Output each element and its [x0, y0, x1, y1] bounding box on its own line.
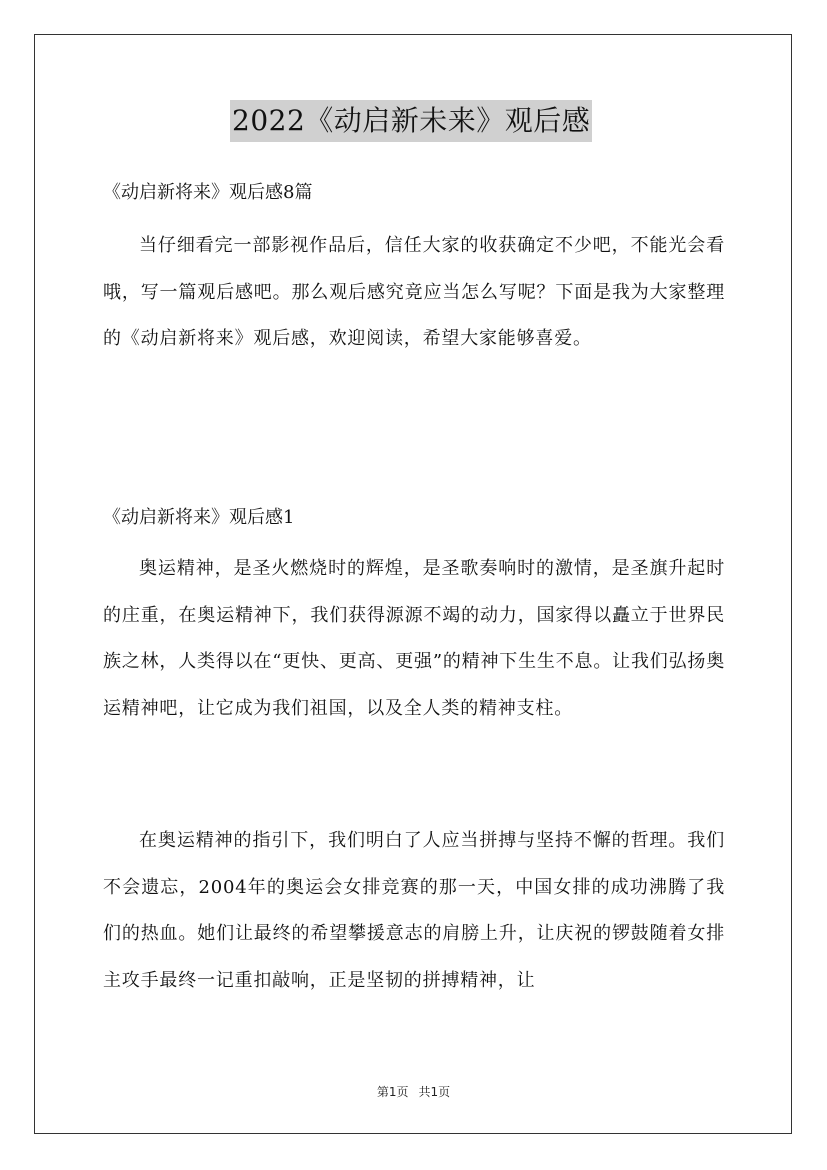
page-number-total: 共1页 — [418, 1085, 451, 1099]
intro-paragraph: 当仔细看完一部影视作品后，信任大家的收获确定不少吧，不能光会看哦，写一篇观后感吧。那么观后感究竟应当怎么写呢？下面是我为大家整理的《动启新将来》观后感，欢迎阅读，希望大家能够喜爱。 — [103, 235, 725, 349]
document-title: 2022《动启新未来》观后感 — [230, 100, 592, 142]
document-subtitle: 《动启新将来》观后感8篇 — [103, 182, 313, 203]
page-number-current: 第1页 — [376, 1085, 409, 1099]
page-footer — [0, 1083, 827, 1100]
body-paragraph-2: 在奥运精神的指引下，我们明白了人应当拼搏与坚持不懈的哲理。我们不会遗忘，2004年的奥运会女排竞赛的那一天，中国女排的成功沸腾了我们的热血。她们让最终的希望攀援意志的肩膀上升，让庆祝的锣鼓随着女排主攻手最终一记重扣敲响，正是坚韧的拼搏精神，让 — [103, 830, 725, 991]
body-paragraph-1: 奥运精神，是圣火燃烧时的辉煌，是圣歌奏响时的激情，是圣旗升起时的庄重，在奥运精神下，我们获得源源不竭的动力，国家得以矗立于世界民族之林，人类得以在“更快、更高、更强”的精神下生生不息。让我们弘扬奥运精神吧，让它成为我们祖国，以及全人类的精神支柱。 — [103, 558, 725, 719]
section-heading: 《动启新将来》观后感1 — [103, 507, 295, 528]
